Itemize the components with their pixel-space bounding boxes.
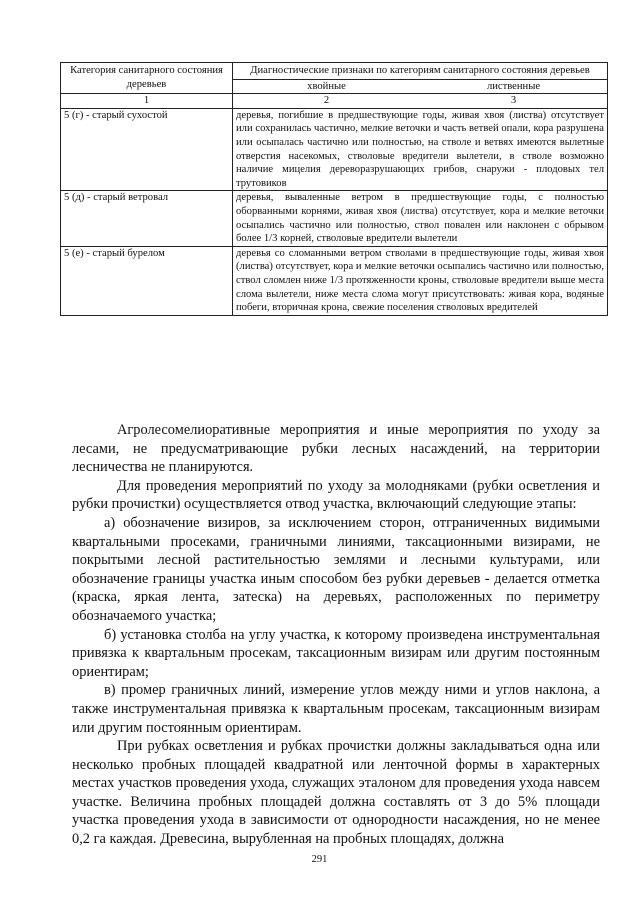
table-number-row — [61, 94, 608, 109]
column-number-cell — [233, 94, 608, 109]
table-row — [61, 246, 608, 315]
paragraph: Для проведения мероприятий по уходу за молодняками (рубки осветления и рубки прочистки) осуществляется отвод участка, включающий следующие этапы: — [72, 477, 600, 513]
table-row — [61, 191, 608, 246]
row-category: 5 (е) - старый бурелом — [61, 246, 233, 315]
header-diagnostic-group: Диагностические признаки по категориям санитарного состояния деревьев — [233, 63, 608, 80]
subheader-deciduous: лиственные — [486, 80, 541, 92]
row-category: 5 (г) - старый сухостой — [61, 108, 233, 191]
row-description: деревья, погибшие в предшествующие годы, живая хвоя (листва) отсутствует или сохранилась частично, мелкие веточки и часть ветвей опали, кора разрушена или осыпалась частично или полностью, на стволе и ветвях имеются вылетные отверстия насекомых, стволовые вредители вылетели, в стволе возможно наличие мицелия дереворазрушающих грибов, снаружи - плодовых тел трутовиков — [233, 108, 608, 191]
body-text — [72, 421, 600, 849]
row-description: деревья со сломанными ветром стволами в предшествующие годы, живая хвоя (листва) отсутствует, кора и мелкие веточки осыпались частично или полностью, ствол сломлен ниже 1/3 протяженности кроны, стволовые вредители выше места слома вылетели, ниже места слома могут присутствовать: живая кора, водяные побеги, вторичная крона, свежие поселения стволовых вредителей — [233, 246, 608, 315]
row-description: деревья, вываленные ветром в предшествующие годы, с полностью оборванными корнями, живая хвоя (листва) отсутствует, кора и мелкие веточки осыпались частично или полностью, ствол повален или наклонен с обрывом более 1/3 корней, стволовые вредители вылетели — [233, 191, 608, 246]
paragraph: При рубках осветления и рубках прочистки должны закладываться одна или несколько пробных площадей квадратной или ленточной формы в характерных местах участков проведения ухода, служащих эталоном для проведения ухода навсем участке. Величина пробных площадей должна составлять от 3 до 5% площади участка проведения ухода в зависимости от однородности насаждения, но не менее 0,2 га каждая. Древесина, вырубленная на пробных площадях, должна — [72, 738, 600, 848]
header-category: Категория санитарного состояния деревьев — [61, 63, 233, 94]
row-category: 5 (д) - старый ветровал — [61, 191, 233, 246]
list-item: в) промер граничных линий, измерение углов между ними и углов наклона, а также инструментальная привязка к квартальным просекам, таксационным визирам или другим постоянным ориентирам. — [72, 682, 600, 736]
page-number: 291 — [311, 854, 328, 865]
list-item: а) обозначение визиров, за исключением сторон, отграниченных видимыми квартальными просеками, граничными линиями, таксационными визирами, не покрытыми лесной растительностью землями и лесными культурами, или обозначение границы участка иным способом без рубки деревьев - делается отметка (краска, яркая лента, затеска) на деревьях, расположенных по периметру обозначаемого участка; — [72, 514, 600, 624]
column-number-3: 3 — [510, 95, 517, 107]
list-item: б) установка столба на углу участка, к которому произведена инструментальная привязка к квартальным просекам, таксационным визирам или другим постоянным ориентирам; — [72, 626, 600, 680]
column-number-1: 1 — [61, 94, 233, 109]
paragraph: Агролесомелиоративные мероприятия и иные мероприятия по уходу за лесами, не предусматривающие рубки лесных насаждений, на территории лесничества не планируются. — [72, 422, 600, 476]
subheader-coniferous: хвойные — [307, 80, 346, 92]
table-header-row — [61, 63, 608, 80]
table-row — [61, 108, 608, 191]
sanitary-category-table — [60, 62, 608, 316]
subheader-cell — [233, 79, 608, 94]
column-number-2: 2 — [323, 95, 330, 107]
